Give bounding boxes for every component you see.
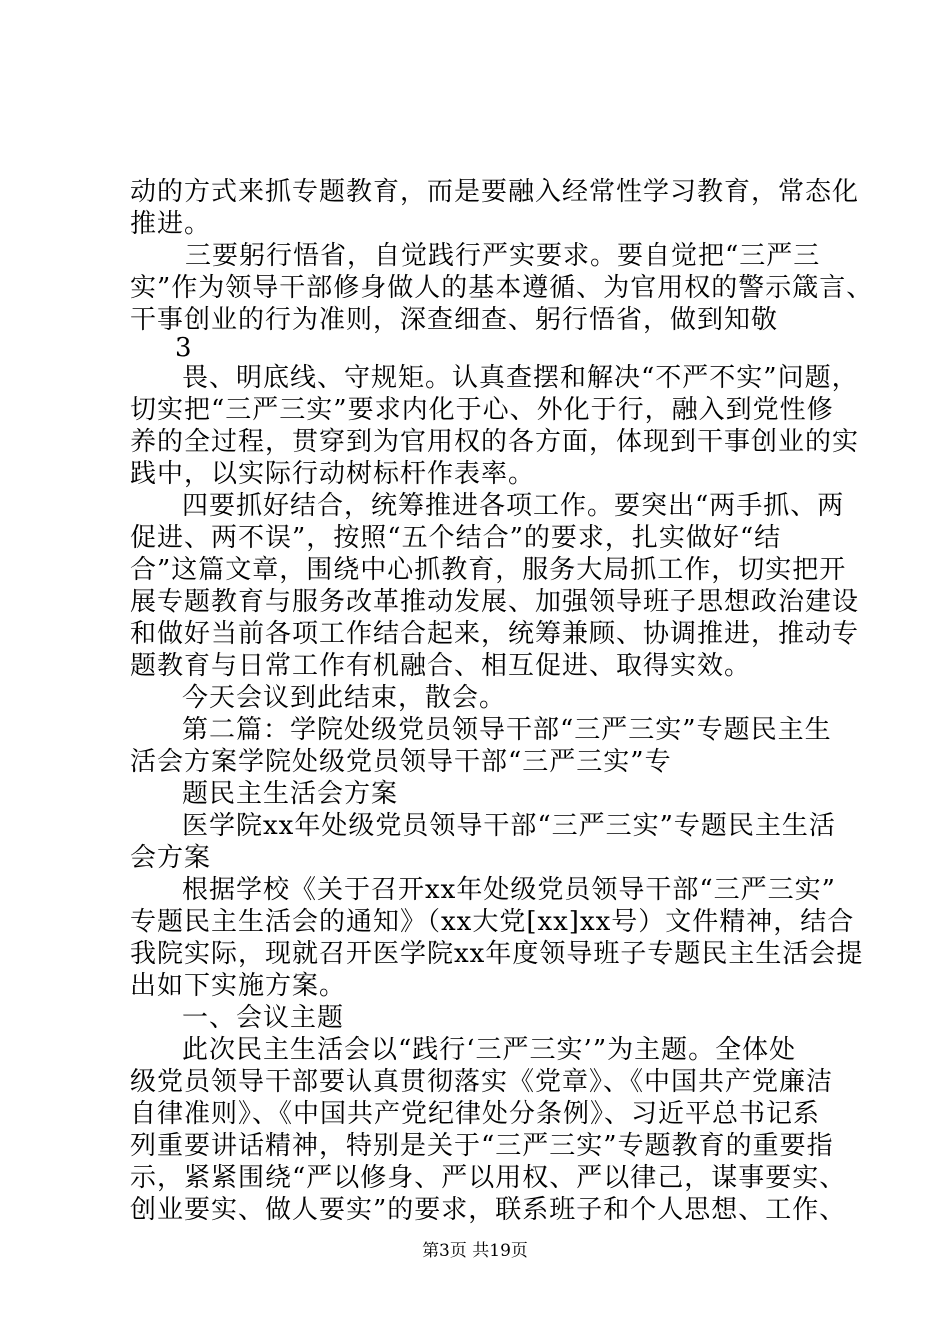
section-heading: 活会方案学院处级党员领导干部“三严三实”专 bbox=[130, 747, 672, 777]
section-heading: 一、会议主题 bbox=[182, 1003, 345, 1033]
text-line: 践中，以实际行动树标杆作表率。 bbox=[130, 459, 536, 489]
text-line: 推进。 bbox=[130, 209, 212, 239]
text-line: 医学院xx年处级党员领导干部“三严三实”专题民主生活 bbox=[182, 811, 836, 841]
page-footer: 第3页 共19页 bbox=[422, 1241, 528, 1261]
text-line: 专题民主生活会的通知》（xx大党[xx]xx号）文件精神，结合 bbox=[130, 907, 855, 937]
text-line: 畏、明底线、守规矩。认真查摆和解决“不严不实”问题， bbox=[182, 363, 859, 393]
text-line: 列重要讲话精神，特别是关于“三严三实”专题教育的重要指 bbox=[130, 1131, 834, 1161]
text-line: 干事创业的行为准则，深查细查、躬行悟省，做到知敬 bbox=[130, 305, 779, 335]
text-line: 四要抓好结合，统筹推进各项工作。要突出“两手抓、两 bbox=[182, 491, 845, 521]
text-line: 展专题教育与服务改革推动发展、加强领导班子思想政治建设 bbox=[130, 587, 860, 617]
text-line: 题教育与日常工作有机融合、相互促进、取得实效。 bbox=[130, 651, 752, 681]
text-line: 切实把“三严三实”要求内化于心、外化于行，融入到党性修 bbox=[130, 395, 834, 425]
text-line: 级党员领导干部要认真贯彻落实《党章》、《中国共产党廉洁 bbox=[130, 1067, 834, 1097]
text-line: 此次民主生活会以“践行‘三严三实’”为主题。全体处 bbox=[182, 1035, 797, 1065]
section-heading: 第二篇：学院处级党员领导干部“三严三实”专题民主生 bbox=[182, 715, 832, 745]
text-line: 自律准则》、《中国共产党纪律处分条例》、习近平总书记系 bbox=[130, 1099, 821, 1129]
text-line: 会方案 bbox=[130, 843, 212, 873]
text-line: 出如下实施方案。 bbox=[130, 971, 347, 1001]
text-line: 实”作为领导干部修身做人的基本遵循、为官用权的警示箴言、 bbox=[130, 273, 874, 303]
text-line: 三要躬行悟省，自觉践行严实要求。要自觉把“三严三 bbox=[158, 241, 821, 271]
text-line: 根据学校《关于召开xx年处级党员领导干部“三严三实” bbox=[182, 875, 836, 905]
text-line: 促进、两不误”，按照“五个结合”的要求，扎实做好“结 bbox=[130, 523, 782, 553]
section-heading: 题民主生活会方案 bbox=[182, 779, 399, 809]
text-line: 动的方式来抓专题教育，而是要融入经常性学习教育，常态化 bbox=[130, 177, 860, 207]
text-line: 创业要实、做人要实”的要求，联系班子和个人思想、工作、 bbox=[130, 1195, 847, 1225]
text-line: 合”这篇文章，围绕中心抓教育，服务大局抓工作，切实把开 bbox=[130, 555, 847, 585]
text-line: 今天会议到此结束，散会。 bbox=[182, 683, 507, 713]
text-line: 示，紧紧围绕“严以修身、严以用权、严以律己，谋事要实、 bbox=[130, 1163, 847, 1193]
text-line: 养的全过程，贯穿到为官用权的各方面，体现到干事创业的实 bbox=[130, 427, 860, 457]
text-line: 和做好当前各项工作结合起来，统筹兼顾、协调推进，推动专 bbox=[130, 619, 860, 649]
page-number-marker: 3 bbox=[175, 333, 193, 363]
text-line: 我院实际，现就召开医学院xx年度领导班子专题民主生活会提 bbox=[130, 939, 864, 969]
